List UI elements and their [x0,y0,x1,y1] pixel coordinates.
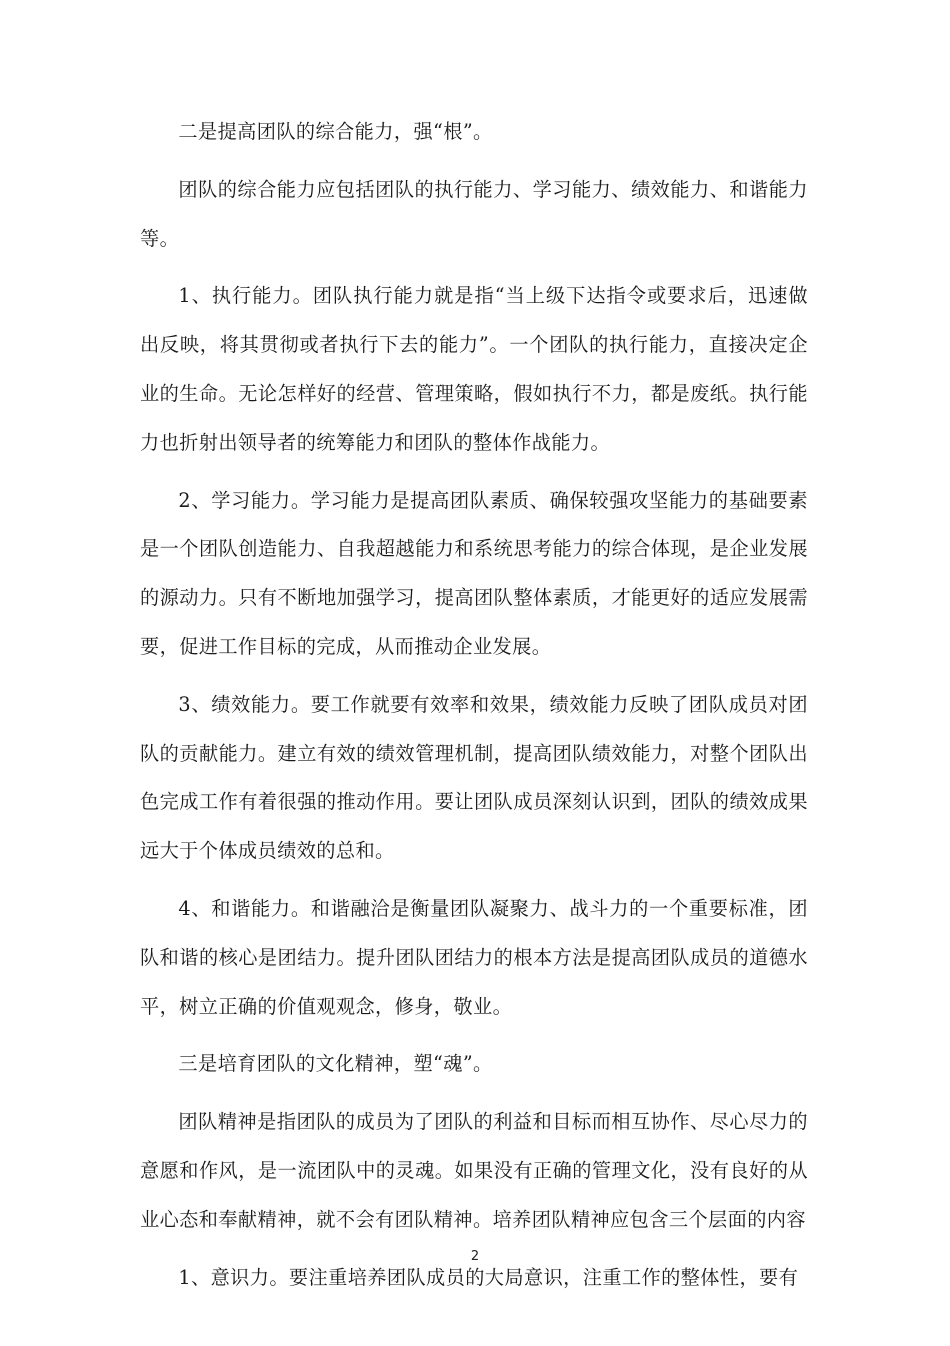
paragraph-learning-ability: 2、学习能力。学习能力是提高团队素质、确保较强攻坚能力的基础要素是一个团队创造能力、自我超越能力和系统思考能力的综合体现，是企业发展的源动力。只有不断地加强学习，提高团队整体素质，才能更好的适应发展需要，促进工作目标的完成，从而推动企业发展。 [140,488,808,658]
page-number: 2 [470,1249,480,1264]
paragraph-section-two-heading: 二是提高团队的综合能力，强“根”。 [178,120,493,143]
paragraph-harmony-ability: 4、和谐能力。和谐融洽是衡量团队凝聚力、战斗力的一个重要标准，团队和谐的核心是团结力。提升团队团结力的根本方法是提高团队成员的道德水平，树立正确的价值观观念，修身，敬业。 [140,896,808,1018]
paragraph-section-three-heading: 三是培育团队的文化精神，塑“魂”。 [178,1052,493,1076]
paragraph-performance-ability: 3、绩效能力。要工作就要有效率和效果，绩效能力反映了团队成员对团队的贡献能力。建立有效的绩效管理机制，提高团队绩效能力，对整个团队出色完成工作有着很强的推动作用。要让团队成员深刻认识到，团队的绩效成果远大于个体成员绩效的总和。 [140,692,808,863]
document-page [140,108,808,1311]
paragraph-execution-ability: 1、执行能力。团队执行能力就是指“当上级下达指令或要求后，迅速做出反映，将其贯彻或者执行下去的能力”。一个团队的执行能力，直接决定企业的生命。无论怎样好的经营、管理策略，假如执行不力，都是废纸。执行能力也折射出领导者的统筹能力和团队的整体作战能力。 [140,284,808,454]
paragraph-abilities-overview: 团队的综合能力应包括团队的执行能力、学习能力、绩效能力、和谐能力等。 [140,177,808,250]
paragraph-awareness: 1、意识力。要注重培养团队成员的大局意识，注重工作的整体性，要有 [178,1265,799,1289]
paragraph-team-spirit: 团队精神是指团队的成员为了团队的利益和目标而相互协作、尽心尽力的意愿和作风，是一流团队中的灵魂。如果没有正确的管理文化，没有良好的从业心态和奉献精神，就不会有团队精神。培养团队精神应包含三个层面的内容 [140,1110,808,1231]
